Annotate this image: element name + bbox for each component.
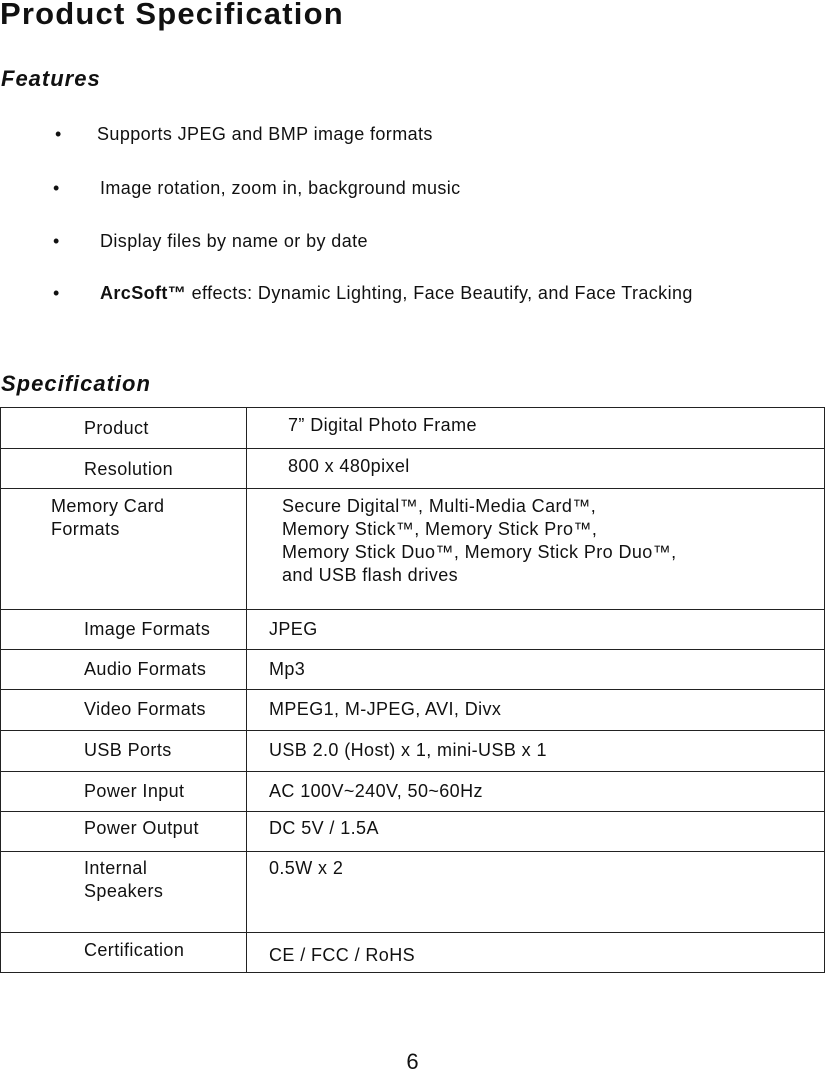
spec-label-cell [1, 610, 247, 650]
features-heading: Features [1, 66, 101, 91]
spec-value: JPEG [269, 619, 318, 639]
feature-text: Display files by name or by date [100, 231, 368, 251]
spec-label: Power Output [84, 818, 199, 838]
spec-value: 800 x 480pixel [288, 456, 410, 476]
spec-value: Secure Digital™, Multi-Media Card™, Memory Stick™, Memory Stick Pro™, Memory Stick Duo™, Memory Stick Pro Duo™, and USB flash drives [282, 496, 677, 585]
table-row [1, 449, 825, 489]
spec-label-cell [1, 650, 247, 690]
table-row [1, 650, 825, 690]
spec-label-cell [1, 772, 247, 812]
spec-label: USB Ports [84, 740, 172, 760]
spec-label-cell [1, 449, 247, 489]
spec-label: Memory Card Formats [51, 496, 165, 539]
spec-value-cell [247, 489, 825, 610]
table-row [1, 731, 825, 772]
spec-value: 7” Digital Photo Frame [288, 415, 477, 435]
table-row [1, 852, 825, 933]
table-row [1, 489, 825, 610]
table-row [1, 408, 825, 449]
spec-value-cell [247, 731, 825, 772]
spec-label-cell [1, 933, 247, 973]
spec-label-cell [1, 852, 247, 933]
specification-table [0, 407, 825, 973]
spec-value: DC 5V / 1.5A [269, 818, 379, 838]
spec-value-cell [247, 610, 825, 650]
spec-label: Power Input [84, 781, 185, 801]
spec-value-cell [247, 449, 825, 489]
feature-text: Supports JPEG and BMP image formats [97, 124, 433, 144]
table-row [1, 690, 825, 731]
spec-value: 0.5W x 2 [269, 858, 344, 878]
spec-label-cell [1, 812, 247, 852]
spec-label: Video Formats [84, 699, 206, 719]
spec-label-cell [1, 408, 247, 449]
spec-label-cell [1, 489, 247, 610]
specification-heading: Specification [1, 371, 151, 396]
brand-name: ArcSoft™ [100, 283, 187, 303]
spec-label-cell [1, 690, 247, 731]
spec-value-cell [247, 408, 825, 449]
spec-value: CE / FCC / RoHS [269, 945, 416, 965]
bullet-icon: • [53, 178, 60, 198]
spec-value: USB 2.0 (Host) x 1, mini-USB x 1 [269, 740, 547, 760]
table-row [1, 610, 825, 650]
bullet-icon: • [53, 283, 60, 303]
spec-label: Product [84, 418, 149, 438]
spec-value-cell [247, 852, 825, 933]
table-row [1, 772, 825, 812]
spec-label: Resolution [84, 459, 174, 479]
spec-value-cell [247, 933, 825, 973]
spec-value-cell [247, 812, 825, 852]
spec-value: Mp3 [269, 659, 306, 679]
spec-label: Image Formats [84, 619, 211, 639]
page-title: Product Specification [0, 0, 344, 31]
page-number: 6 [406, 1049, 419, 1074]
spec-label: Certification [84, 940, 185, 960]
spec-value-cell [247, 690, 825, 731]
spec-label: Internal Speakers [84, 858, 164, 901]
spec-label-cell [1, 731, 247, 772]
bullet-icon: • [55, 124, 62, 144]
spec-value: AC 100V~240V, 50~60Hz [269, 781, 483, 801]
bullet-icon: • [53, 231, 60, 251]
feature-text-rest: effects: Dynamic Lighting, Face Beautify, and Face Tracking [186, 283, 693, 303]
table-row [1, 933, 825, 973]
feature-text [100, 283, 693, 304]
spec-value: MPEG1, M-JPEG, AVI, Divx [269, 699, 502, 719]
feature-text: Image rotation, zoom in, background music [100, 178, 461, 198]
spec-label: Audio Formats [84, 659, 207, 679]
spec-value-cell [247, 772, 825, 812]
spec-value-cell [247, 650, 825, 690]
table-row [1, 812, 825, 852]
